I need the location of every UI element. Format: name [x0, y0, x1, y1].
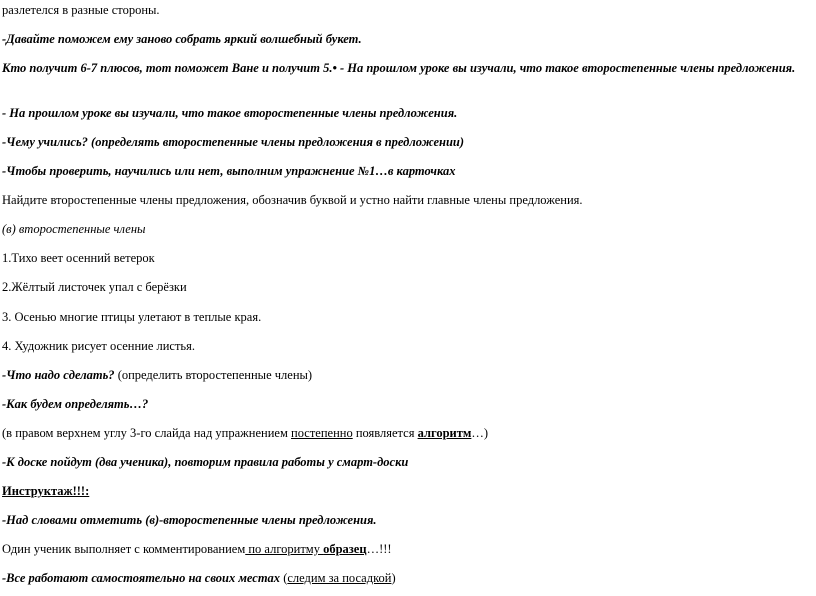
text-line-8: (в) второстепенные члены	[2, 222, 146, 236]
slide-note-middle: появляется	[352, 426, 418, 440]
sentence-4: 4. Художник рисует осенние листья.	[2, 339, 196, 353]
text-line-19	[2, 541, 808, 557]
text-line-7: Найдите второстепенные члены предложения, обозначив буквой и устно найти главные члены предложения.	[2, 193, 583, 207]
instruction-heading: Инструктаж!!!:	[2, 484, 90, 498]
everyone-works-text: -Все работают самостоятельно на своих местах	[2, 571, 281, 585]
word-algorithm: алгоритм	[417, 426, 472, 440]
word-sample: образец	[323, 542, 367, 556]
exclamation-text: …!!!	[366, 542, 392, 556]
text-line-15	[2, 425, 808, 441]
text-line-5: -Чему учились? (определять второстепенные члены предложения в предложении)	[2, 135, 465, 149]
sentence-3: 3. Осенью многие птицы улетают в теплые края.	[2, 310, 262, 324]
answer-what-to-do: (определить второстепенные члены)	[114, 368, 313, 382]
sentence-2: 2.Жёлтый листочек упал с берёзки	[2, 280, 187, 294]
word-gradually: постепенно	[291, 426, 353, 440]
text-line-18: -Над словами отметить (в)-второстепенные члены предложения.	[2, 513, 377, 527]
text-line-13	[2, 367, 808, 383]
slide-note-start: (в правом верхнем углу 3-го слайда над упражнением	[2, 426, 292, 440]
question-what-to-do: -Что надо сделать?	[2, 368, 115, 382]
sentence-1: 1.Тихо веет осенний ветерок	[2, 251, 155, 265]
text-line-6: -Чтобы проверить, научились или нет, выполним упражнение №1…в карточках	[2, 164, 456, 178]
text-line-1: разлетелся в разные стороны.	[2, 3, 160, 17]
close-paren: )	[391, 571, 396, 585]
one-student-text: Один ученик выполняет с комментированием	[2, 542, 246, 556]
text-line-4: - На прошлом уроке вы изучали, что такое второстепенные члены предложения.	[2, 106, 458, 120]
open-paren: (	[280, 571, 288, 585]
slide-note-end: …)	[471, 426, 489, 440]
text-line-3: Кто получит 6-7 плюсов, тот поможет Ване и получит 5.• - На прошлом уроке вы изучали, что такое второстепенные члены предложения.	[2, 61, 796, 75]
by-algorithm-text: по алгоритму	[245, 542, 324, 556]
text-line-20	[2, 570, 808, 586]
text-line-2: -Давайте поможем ему заново собрать яркий волшебный букет.	[2, 32, 362, 46]
watch-posture-text: следим за посадкой	[287, 571, 392, 585]
text-line-16: -К доске пойдут (два ученика), повторим правила работы у смарт-доски	[2, 455, 409, 469]
text-line-14: -Как будем определять…?	[2, 397, 149, 411]
